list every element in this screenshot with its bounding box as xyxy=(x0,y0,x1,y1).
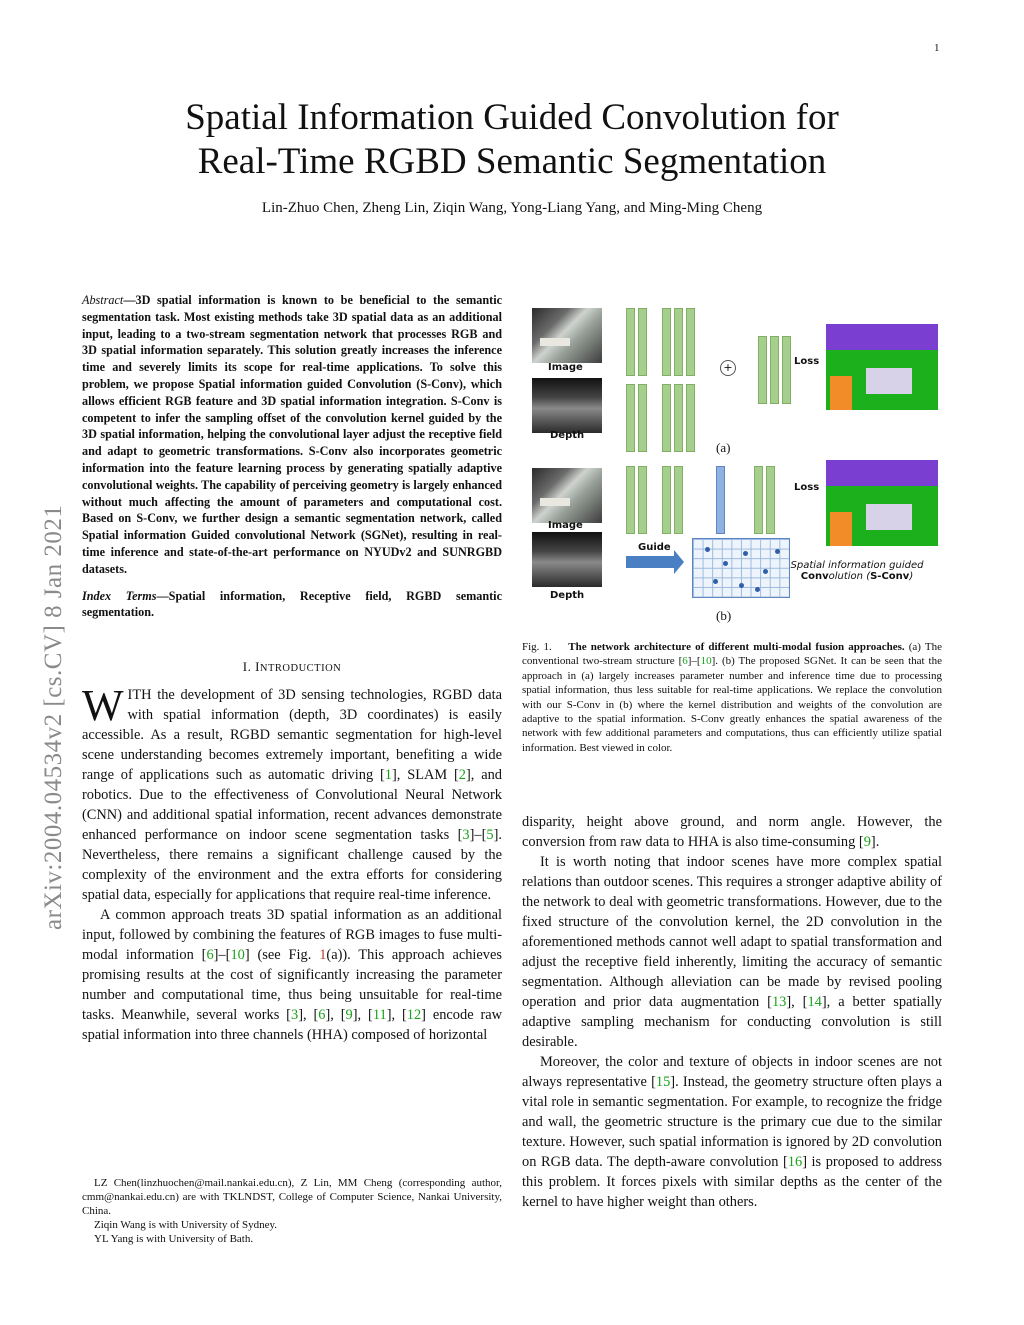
subfigure-label-b: (b) xyxy=(716,608,732,623)
feature-layer xyxy=(758,336,767,404)
feature-layer xyxy=(626,384,635,452)
citation-link[interactable]: 6 xyxy=(318,1007,326,1024)
feature-layer xyxy=(638,308,647,376)
feature-layer xyxy=(674,466,683,534)
right-column xyxy=(522,812,942,1212)
label-depth: Depth xyxy=(550,430,585,441)
author-list: Lin-Zhuo Chen, Zheng Lin, Ziqin Wang, Yong-Liang Yang, and Ming-Ming Cheng xyxy=(261,200,763,216)
kernel-sample-point xyxy=(763,569,768,574)
citation-link[interactable]: 3 xyxy=(462,827,470,844)
drop-cap: W xyxy=(82,681,124,731)
feature-layer xyxy=(626,466,635,534)
depth-image-thumbnail xyxy=(532,378,602,433)
title-line-1: Spatial Information Guided Convolution for xyxy=(185,97,839,138)
citation-link[interactable]: 11 xyxy=(372,1007,387,1024)
citation-link[interactable]: 10 xyxy=(230,947,245,964)
rgb-image-thumbnail xyxy=(532,468,602,523)
sconv-kernel-grid xyxy=(692,538,790,598)
label-image: Image xyxy=(548,362,583,373)
citation-link[interactable]: 13 xyxy=(771,994,787,1010)
feature-layer xyxy=(638,466,647,534)
left-column xyxy=(82,292,502,1045)
citation-link[interactable]: 2 xyxy=(458,767,466,784)
kernel-sample-point xyxy=(739,583,744,588)
index-terms-lead: Index Terms xyxy=(82,588,157,603)
feature-layer xyxy=(686,384,695,452)
abstract xyxy=(82,292,502,578)
rgb-image-thumbnail xyxy=(532,308,602,363)
abstract-body: —3D spatial information is known to be beneficial to the semantic segmentation task. Most existing methods take 3D spatial data as an additional input, leading to a two-stream segmentation network that processes RGB and 3D spatial information separately. This solution greatly increases the inference time and severely limits its scope for real-time applications. To solve this problem, we propose Spatial information guided Convolution (S-Conv), which allows efficient RGB feature and 3D spatial information integration. S-Conv is competent to infer the sampling offset of the convolution kernel guided by the 3D spatial information, helping the convolutional layer adjust the receptive field and adapt to geometric transformations. S-Conv also incorporates geometric information into the feature learning process by generating spatially adaptive convolutional weights. The capability of perceiving geometry is largely enhanced without much affecting the amount of parameters and computational cost. Based on S-Conv, we further design a semantic segmentation network, called Spatial information Guided convolutional Network (SGNet), resulting in real-time inference and state-of-the-art performance on NYUDv2 and SUNRGBD datasets. xyxy=(82,293,502,576)
feature-layer xyxy=(766,466,775,534)
figure-link[interactable]: 1 xyxy=(319,947,327,964)
citation-link[interactable]: 6 xyxy=(206,947,214,964)
label-loss-b: Loss xyxy=(794,482,820,493)
citation-link[interactable]: 12 xyxy=(406,1007,422,1024)
label-loss: Loss xyxy=(794,356,820,367)
label-depth-b: Depth xyxy=(550,590,585,601)
intro-paragraph-2: A common approach treats 3D spatial information as an additional input, followed by combining the features of RGB images to fuse multi-modal information [6]–[10] (see Fig. 1(a)). This approach achieves promising results at the cost of significantly increasing the parameter number and computational time, thus being unsuitable for real-time tasks. Meanwhile, several works [3], [6], [9], [11], [12] encode raw spatial information into three channels (HHA) composed of horizontal xyxy=(82,907,503,1044)
kernel-sample-point xyxy=(705,547,710,552)
kernel-sample-point xyxy=(743,551,748,556)
figure-1 xyxy=(522,296,942,636)
feature-layer xyxy=(674,308,683,376)
citation-link[interactable]: 1 xyxy=(384,767,392,784)
subfigure-label-a: (a) xyxy=(716,440,731,455)
footnote-affiliation: Ziqin Wang is with University of Sydney. xyxy=(94,1219,278,1231)
feature-layer xyxy=(626,308,635,376)
arxiv-stamp: arXiv:2004.04534v2 [cs.CV] 8 Jan 2021 xyxy=(40,504,67,930)
citation-link[interactable]: 9 xyxy=(345,1007,353,1024)
figure-caption: Fig. 1. The network architecture of different multi-modal fusion approaches. (a) The conventional two-stream structure [6]–[10]. (b) The proposed SGNet. It can be seen that the approach in (a) largely increases parameter number and inference time due to processing spatial information, thus less suitable for real-time applications. We replace the convolution with our S-Conv in (b) where the kernel distribution and weights of the convolution are adaptive to the spatial information. S-Conv greatly enhances the spatial awareness of the network with few additional parameters and computations, thus can efficiently utilize spatial information. Best viewed in color. xyxy=(522,641,942,754)
feature-layer xyxy=(754,466,763,534)
citation-link[interactable]: 9 xyxy=(863,834,871,850)
kernel-sample-point xyxy=(713,579,718,584)
page-number: 1 xyxy=(934,42,940,54)
guide-arrow-icon xyxy=(626,556,674,568)
feature-layer xyxy=(686,308,695,376)
footnotes xyxy=(82,1176,502,1246)
feature-layer xyxy=(662,466,671,534)
feature-layer xyxy=(662,384,671,452)
feature-layer xyxy=(638,384,647,452)
index-terms-body: —Spatial information, Receptive field, RGBD semantic segmentation. xyxy=(82,588,502,620)
citation-link[interactable]: 3 xyxy=(290,1007,299,1024)
label-guide: Guide xyxy=(638,542,671,553)
citation-link[interactable]: 14 xyxy=(807,994,822,1010)
footnote-affiliation: LZ Chen(linzhuochen@mail.nankai.edu.cn), Z Lin, MM Cheng (corresponding author, cmm@nankai.edu.cn) are with TKLNDST, College of Computer Science, Nankai University, China. xyxy=(82,1177,502,1217)
label-image-b: Image xyxy=(548,520,583,531)
sconv-label: Spatial information guided Convolution (S-Conv) xyxy=(790,560,924,582)
feature-layer xyxy=(662,308,671,376)
kernel-sample-point xyxy=(723,561,728,566)
footnote-affiliation: YL Yang is with University of Bath. xyxy=(94,1233,254,1245)
abstract-lead: Abstract xyxy=(82,293,124,307)
segmentation-output xyxy=(826,460,938,546)
segmentation-output xyxy=(826,324,938,410)
kernel-sample-point xyxy=(775,549,780,554)
feature-layer xyxy=(674,384,683,452)
index-terms xyxy=(82,588,502,622)
citation-link[interactable]: 15 xyxy=(655,1074,671,1090)
intro-paragraph-1: WITH the development of 3D sensing technologies, RGBD data with spatial information (depth, 3D coordinates) is easily accessible. As a result, RGBD semantic segmentation for high-level scene understanding becomes extremely important, benefiting a wide range of applications such as automatic driving [1], SLAM [2], and robotics. Due to the effectiveness of Convolutional Neural Network (CNN) and additional spatial information, recent advances demonstrate enhanced performance on indoor scene segmentation tasks [3]–[5]. Nevertheless, there remains a significant challenge caused by the complexity of the environment and the extra efforts for considering spatial data, especially for applications that require real-time inference. xyxy=(82,681,502,904)
section-heading-introduction: I. INTRODUCTION xyxy=(242,659,342,675)
right-paragraph-3: Moreover, the color and texture of objects in indoor scenes are not always representative [15]. Instead, the geometry structure often plays a vital role in semantic segmentation. For example, to recognize the fridge and wall, the geometric structure is the primary cue due to the similar texture. However, such spatial information is ignored by 2D convolution on RGB data. The depth-aware convolution [16] is proposed to address this problem. It forces pixels with similar depths as the center of the kernel to have higher weight than others. xyxy=(522,1054,943,1210)
right-paragraph-2: It is worth noting that indoor scenes have more complex spatial relations than outdoor scenes. This requires a stronger adaptive ability of the network to deal with geometric transformations. However, due to the fixed structure of the convolution kernel, the 2D convolution in the aforementioned methods cannot well adapt to spatial transformation and adjust the receptive field inherently, limiting the accuracy of semantic segmentation. Although alleviation can be made by revised pooling operation and prior data augmentation [13], [14], a better spatially adaptive sampling mechanism for conducting convolution is still desirable. xyxy=(522,854,943,1050)
right-paragraph-1: disparity, height above ground, and norm angle. However, the conversion from raw data to HHA is also time-consuming [9]. xyxy=(522,814,942,850)
citation-link[interactable]: 6 xyxy=(682,655,688,668)
feature-layer xyxy=(770,336,779,404)
citation-link[interactable]: 16 xyxy=(787,1154,803,1170)
fusion-add-icon: + xyxy=(720,360,736,376)
paper-title xyxy=(0,96,1024,184)
feature-layer xyxy=(782,336,791,404)
citation-link[interactable]: 5 xyxy=(486,827,494,844)
sconv-layer xyxy=(716,466,725,534)
title-line-2: Real-Time RGBD Semantic Segmentation xyxy=(197,141,827,182)
citation-link[interactable]: 10 xyxy=(700,655,712,668)
kernel-sample-point xyxy=(755,587,760,592)
depth-image-thumbnail xyxy=(532,532,602,587)
